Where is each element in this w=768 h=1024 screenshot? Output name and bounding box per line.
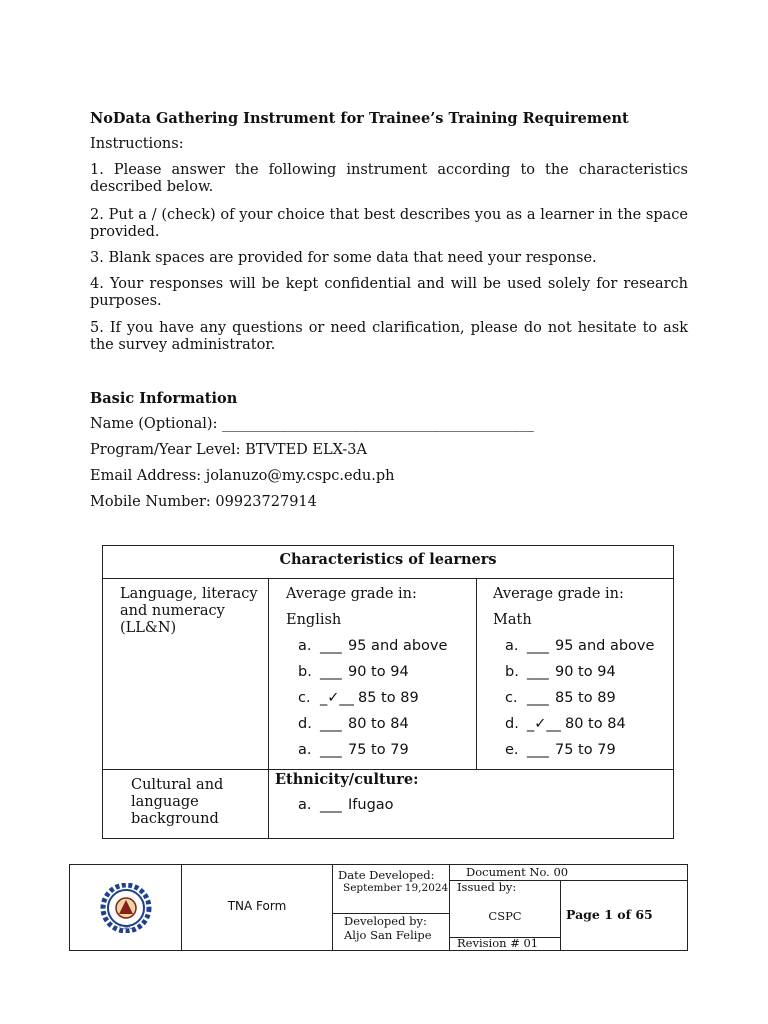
revision: Revision # 01	[457, 936, 539, 950]
math-option-b[interactable]: b. ___ 90 to 94	[505, 664, 616, 680]
name-field: Name (Optional): ___________________________________________	[90, 416, 534, 432]
check-mark: _✓__	[527, 716, 561, 732]
logo	[97, 883, 155, 933]
email-field: Email Address: jolanuzo@my.cspc.edu.ph	[90, 468, 395, 484]
program-field: Program/Year Level: BTVTED ELX-3A	[90, 442, 368, 458]
table-header: Characteristics of learners	[279, 551, 497, 568]
instructions-label: Instructions:	[90, 136, 184, 152]
svg-text:CSPC: CSPC	[119, 925, 133, 931]
characteristics-table	[102, 545, 674, 839]
instruction-1: 1. Please answer the following instrument according to the characteristics described below.	[90, 162, 688, 195]
english-subject: English	[286, 612, 342, 628]
document-number: Document No. 00	[466, 865, 569, 879]
english-option-b[interactable]: b. ___ 90 to 94	[298, 664, 409, 680]
math-option-a[interactable]: a. ___ 95 and above	[505, 638, 655, 654]
instruction-3: 3. Blank spaces are provided for some data that need your response.	[90, 250, 597, 266]
cultural-label: Cultural and language background	[131, 777, 224, 827]
english-option-c[interactable]: c. _✓__ 85 to 89	[298, 690, 419, 706]
math-title: Average grade in:	[493, 586, 624, 602]
instruction-2: 2. Put a / (check) of your choice that best describes you as a learner in the space provided.	[90, 207, 688, 240]
issued-by-label: Issued by:	[457, 880, 517, 894]
math-subject: Math	[493, 612, 532, 628]
english-options	[298, 638, 447, 768]
math-options	[505, 638, 654, 768]
math-option-e[interactable]: e. ___ 75 to 79	[505, 742, 616, 758]
instruction-4: 4. Your responses will be kept confidential and will be used solely for research purposes.	[90, 276, 688, 309]
english-title: Average grade in:	[286, 586, 417, 602]
cspc-seal-icon	[97, 883, 155, 933]
english-option-a[interactable]: a. ___ 95 and above	[298, 638, 448, 654]
math-option-d[interactable]: d. _✓__ 80 to 84	[505, 716, 626, 732]
check-mark: _✓__	[320, 690, 354, 706]
developed-by-label: Developed by:	[344, 914, 427, 928]
english-option-d[interactable]: d. ___ 80 to 84	[298, 716, 409, 732]
date-developed-label: Date Developed:	[338, 868, 435, 882]
mobile-field: Mobile Number: 09923727914	[90, 494, 317, 510]
footer-block	[69, 864, 688, 951]
instruction-5: 5. If you have any questions or need clarification, please do not hesitate to ask the survey administrator.	[90, 320, 688, 353]
developed-by-value: Aljo San Felipe	[344, 928, 432, 942]
page-number: Page 1 of 65	[566, 907, 653, 922]
english-option-e[interactable]: a. ___ 75 to 79	[298, 742, 409, 758]
ethnicity-label: Ethnicity/culture:	[275, 771, 419, 788]
document-title: NoData Gathering Instrument for Trainee’s Training Requirement	[90, 110, 629, 127]
basic-info-heading: Basic Information	[90, 390, 238, 407]
math-option-c[interactable]: c. ___ 85 to 89	[505, 690, 616, 706]
lln-label: Language, literacy and numeracy (LL&N)	[120, 586, 258, 636]
date-developed-value: September 19,2024	[343, 882, 449, 894]
form-name: TNA Form	[227, 899, 287, 913]
issuer: CSPC	[488, 909, 522, 923]
ethnicity-option-a[interactable]: a. ___ Ifugao	[298, 797, 394, 813]
